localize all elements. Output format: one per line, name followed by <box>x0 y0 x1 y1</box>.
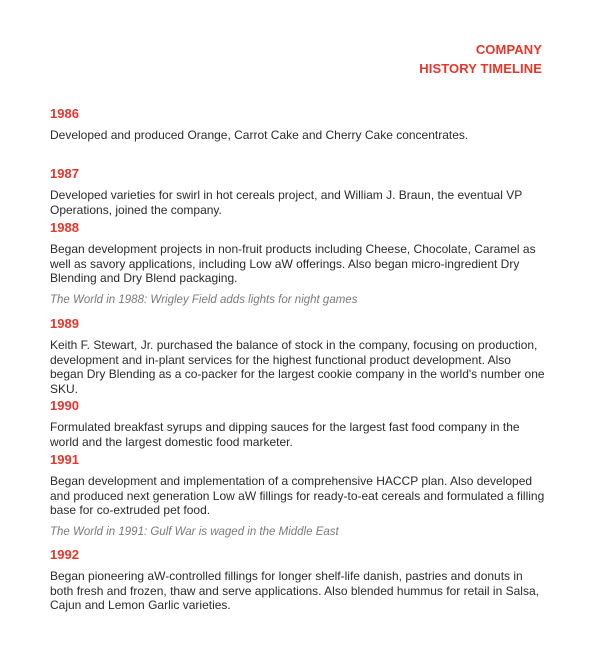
timeline-entry-1990 <box>50 398 545 449</box>
timeline-entry-1986 <box>50 106 545 143</box>
entry-text: Formulated breakfast syrups and dipping sauces for the largest fast food company in the world and the largest domestic food marketer. <box>50 420 520 449</box>
entry-note: The World in 1991: Gulf War is waged in the Middle East <box>50 525 339 538</box>
entry-year: 1987 <box>50 166 79 181</box>
entry-text: Developed varieties for swirl in hot cereals project, and William J. Braun, the eventual VP Operations, joined the company. <box>50 188 523 217</box>
entry-text: Keith F. Stewart, Jr. purchased the balance of stock in the company, focusing on production, development and in-plant services for the highest functional product development. Also began Dry Blending as a co-packer for the largest cookie company in the world's number one SKU. <box>50 338 545 396</box>
timeline-entry-1991 <box>50 452 545 539</box>
entry-text: Began pioneering aW-controlled fillings for longer shelf-life danish, pastries and donuts in both fresh and frozen, thaw and serve applications. Also blended hummus for retail in Salsa, Cajun and Lemon Garlic varieties. <box>50 569 539 612</box>
entry-text: Developed and produced Orange, Carrot Cake and Cherry Cake concentrates. <box>50 128 469 142</box>
entry-text: Began development projects in non-fruit products including Cheese, Chocolate, Caramel as well as savory applications, including Low aW offerings. Also began micro-ingredient Dry Blending and Dry Blend packaging. <box>50 242 536 285</box>
entry-year: 1992 <box>50 547 79 562</box>
entry-year: 1989 <box>50 316 79 331</box>
entry-text: Began development and implementation of a comprehensive HACCP plan. Also developed and produced next generation Low aW fillings for ready-to-eat cereals and formulated a filling base for co-extruded pet food. <box>50 474 545 517</box>
entry-year: 1988 <box>50 220 79 235</box>
page-title <box>419 40 542 78</box>
timeline-entry-1989 <box>50 316 545 396</box>
timeline-entry-1992 <box>50 547 545 613</box>
entry-year: 1991 <box>50 452 79 467</box>
timeline-entry-1988 <box>50 220 545 307</box>
timeline-entry-1987 <box>50 166 545 217</box>
entry-year: 1986 <box>50 106 79 121</box>
title-line-1: COMPANY <box>475 42 542 57</box>
entry-year: 1990 <box>50 398 79 413</box>
title-line-2: HISTORY TIMELINE <box>419 61 542 76</box>
entry-note: The World in 1988: Wrigley Field adds lights for night games <box>50 293 358 306</box>
